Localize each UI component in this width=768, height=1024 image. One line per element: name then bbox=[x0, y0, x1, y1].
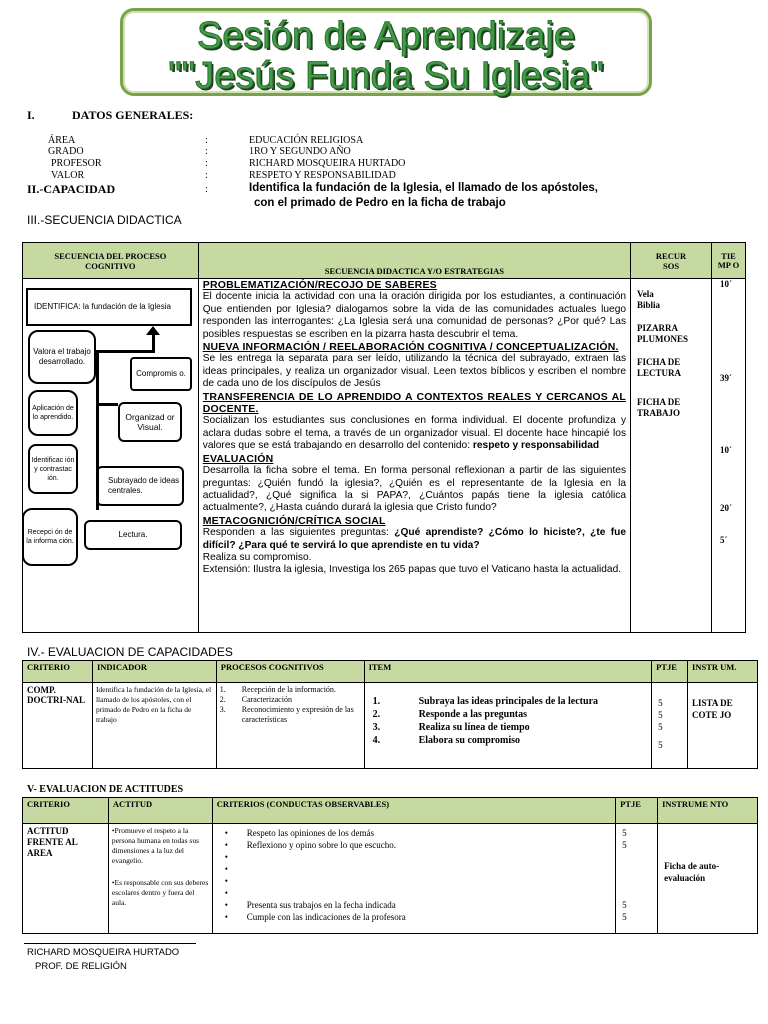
diagram-lectura-box: Lectura. bbox=[84, 520, 182, 550]
datos-label-valor: VALOR bbox=[51, 170, 85, 181]
item-num: 1. bbox=[372, 696, 381, 707]
actitud-text: •Promueve el respeto a la persona humana en todas sus dimensiones a la luz del evangelio. bbox=[111, 826, 199, 865]
block-bold: ¿Qué aprendiste? ¿Cómo lo hiciste?, ¿te fue difícil? ¿Para qué te servirá lo que aprendiste en tu vida? bbox=[202, 527, 627, 551]
eval-act-heading: V- EVALUACION DE ACTITUDES bbox=[27, 784, 184, 795]
eval-act-conductas bbox=[212, 824, 615, 934]
section-datos-heading: DATOS GENERALES: bbox=[72, 108, 194, 122]
bullet-icon: • bbox=[224, 900, 228, 910]
bullet-icon: • bbox=[224, 840, 228, 850]
ptje-value: 5 bbox=[658, 698, 663, 708]
bullet-icon: • bbox=[224, 852, 228, 862]
bullet-icon: • bbox=[224, 876, 228, 886]
ptje-value: 5 bbox=[622, 912, 627, 922]
proceso-num: 1. bbox=[219, 685, 226, 694]
capacidad-label: II.-CAPACIDAD bbox=[27, 182, 116, 196]
eval-act-actitud bbox=[108, 824, 212, 934]
item-text: Realiza su línea de tiempo bbox=[418, 722, 530, 733]
recurso: Vela bbox=[637, 289, 654, 299]
proceso-text: Reconocimiento y expresión de las características bbox=[241, 705, 354, 724]
item-num: 4. bbox=[372, 735, 381, 746]
bullet-icon: • bbox=[224, 828, 228, 838]
bullet-icon: • bbox=[224, 912, 228, 922]
datos-label-profesor: PROFESOR bbox=[51, 158, 102, 169]
secuencia-col3-header: RECUR SOS bbox=[631, 243, 712, 279]
actitud-text: •Es responsable con sus deberes escolares dentro y fuera del aula. bbox=[111, 878, 209, 907]
block-text: Responden a las siguientes preguntas: bbox=[202, 527, 389, 539]
recurso: Biblia bbox=[637, 300, 661, 310]
conducta-text: Respeto las opiniones de los demás bbox=[246, 828, 375, 838]
block-text: Desarrolla la ficha sobre el tema. En forma personal reflexionan a partir de las siguientes preguntas: ¿Quién fundó la iglesia?, ¿Quién es el representante de la Iglesia en la actualidad?, ¿Qué significa la si PAPA?, ¿Cuántos papás tiene la iglesia católica actualmente?, ¿Hasta cuándo durará la iglesia que Cristo fundo? bbox=[202, 465, 627, 514]
eval-cap-header: INDICADOR bbox=[92, 661, 216, 683]
signature-line bbox=[24, 943, 196, 944]
block-title: TRANSFERENCIA DE LO APRENDIDO A CONTEXTOS REALES Y CERCANOS AL DOCENTE. bbox=[202, 390, 627, 416]
datos-label-area: ÁREA bbox=[48, 135, 76, 146]
block-text: Se les entrega la separata para ser leído, utilizando la técnica del subrayado, extraen las ideas principales, y realiza un organizador visual. Leen textos bíblicos y escriben el nombre de cada uno de los discípulos de Jesús bbox=[202, 353, 627, 390]
tiempos-cell bbox=[712, 279, 746, 633]
estrategias-cell bbox=[198, 279, 630, 633]
recurso: PLUMONES bbox=[637, 334, 689, 344]
block-title: METACOGNICIÓN/CRÍTICA SOCIAL bbox=[202, 514, 386, 527]
datos-sep: : bbox=[205, 158, 208, 169]
title-line-1: Sesión de Aprendizaje bbox=[196, 15, 576, 57]
bullet-icon: • bbox=[224, 864, 228, 874]
diagram-recepcion-box: Recepci ón de la informa ción. bbox=[22, 508, 78, 566]
signature-name: RICHARD MOSQUEIRA HURTADO bbox=[27, 947, 180, 958]
ptje-value: 5 bbox=[658, 722, 663, 732]
eval-act-table bbox=[22, 797, 758, 934]
block-title: EVALUACIÓN bbox=[202, 452, 274, 465]
eval-act-header: INSTRUME NTO bbox=[658, 798, 758, 824]
eval-act-header: CRITERIO bbox=[23, 798, 109, 824]
datos-label-grado: GRADO bbox=[48, 146, 84, 157]
ptje-value: 5 bbox=[658, 710, 663, 720]
diagram-main-box: IDENTIFICA: la fundación de la Iglesia bbox=[26, 288, 192, 326]
recurso: PIZARRA bbox=[637, 323, 679, 333]
eval-act-header: ACTITUD bbox=[108, 798, 212, 824]
capacidad-line-2: con el primado de Pedro en la ficha de trabajo bbox=[254, 197, 506, 209]
eval-cap-instrumento: LISTA DE COTE JO bbox=[688, 683, 758, 769]
title-line-2: ""Jesús Funda Su Iglesia" bbox=[168, 55, 604, 97]
eval-act-header: PTJE bbox=[616, 798, 658, 824]
datos-value-profesor: RICHARD MOSQUEIRA HURTADO bbox=[249, 158, 406, 169]
block-text: Extensión: Ilustra la iglesia, Investiga los 265 papas que tuvo el Vaticano hasta la actualidad. bbox=[202, 564, 622, 576]
conducta-text: Presenta sus trabajos en la fecha indicada bbox=[246, 900, 396, 910]
eval-act-instrumento: Ficha de auto-evaluación bbox=[658, 824, 758, 934]
diagram-subrayado-box: Subrayado de ideas centrales. bbox=[96, 466, 184, 506]
secuencia-col2-header: SECUENCIA DIDACTICA Y/O ESTRATEGIAS bbox=[198, 243, 630, 279]
secuencia-heading: III.-SECUENCIA DIDACTICA bbox=[27, 213, 182, 227]
block-text: Realiza su compromiso. bbox=[202, 551, 312, 563]
diagram-identificacion-box: Identificac ión y contrastac ión. bbox=[28, 444, 78, 494]
proceso-num: 2. bbox=[219, 695, 226, 704]
datos-sep: : bbox=[205, 146, 208, 157]
datos-sep: : bbox=[205, 170, 208, 181]
eval-cap-header: ITEM bbox=[364, 661, 652, 683]
block-text: Socializan los estudiantes sus conclusiones en forma individual. El docente profundiza y aclara dudas sobre el tema, a través de un organizador visual. El docente hace hincapié los valores que se está trabajando en desarrollo del contenido: bbox=[202, 415, 627, 452]
arrow-up-icon bbox=[146, 326, 160, 335]
tiempo: 39´ bbox=[720, 373, 732, 383]
eval-cap-items bbox=[364, 683, 652, 769]
datos-value-area: EDUCACIÓN RELIGIOSA bbox=[249, 135, 364, 146]
title-banner bbox=[120, 8, 652, 96]
capacidad-line-1: Identifica la fundación de la Iglesia, el llamado de los apóstoles, bbox=[249, 182, 598, 194]
tiempo: 20´ bbox=[720, 503, 732, 513]
eval-cap-header: CRITERIO bbox=[23, 661, 93, 683]
connector-line bbox=[96, 403, 118, 406]
proceso-text: Recepción de la información. bbox=[241, 685, 336, 694]
block-title: PROBLEMATIZACIÓN/RECOJO DE SABERES bbox=[202, 279, 437, 291]
connector-line bbox=[96, 350, 99, 510]
block-text: El docente inicia la actividad con una la oración dirigida por los estudiantes, a continuación Que entienden por Iglesia? dialogamos sobre la vida de las comunidades actuales luego responden las interrogantes: ¿La Iglesia será una comunidad de personas? ¿Por qué? Las posibles respuestas se escriben en la pizarra hasta descubrir el tema. bbox=[202, 291, 627, 340]
ptje-value: 5 bbox=[622, 840, 627, 850]
item-text: Subraya las ideas principales de la lectura bbox=[418, 696, 599, 707]
eval-cap-header: INSTR UM. bbox=[688, 661, 758, 683]
block-bold: respeto y responsabilidad bbox=[472, 440, 600, 452]
eval-cap-header: PROCESOS COGNITIVOS bbox=[216, 661, 364, 683]
recursos-cell bbox=[631, 279, 712, 633]
recurso: TRABAJO bbox=[637, 408, 681, 418]
item-text: Elabora su compromiso bbox=[418, 735, 521, 746]
eval-cap-heading: IV.- EVALUACION DE CAPACIDADES bbox=[27, 645, 233, 659]
ptje-value: 5 bbox=[622, 900, 627, 910]
eval-act-criterio: ACTITUD FRENTE AL AREA bbox=[23, 824, 109, 934]
eval-cap-procesos bbox=[216, 683, 364, 769]
eval-act-header: CRITERIOS (CONDUCTAS OBSERVABLES) bbox=[212, 798, 615, 824]
bullet-icon: • bbox=[224, 888, 228, 898]
proceso-text: Caracterización bbox=[241, 695, 292, 704]
datos-value-grado: 1RO Y SEGUNDO AÑO bbox=[249, 146, 351, 157]
diagram-aplicacion-box: Aplicación de lo aprendido. bbox=[28, 390, 78, 436]
item-num: 3. bbox=[372, 722, 381, 733]
eval-cap-criterio: COMP. DOCTRI-NAL bbox=[23, 683, 93, 769]
recurso: LECTURA bbox=[637, 368, 682, 378]
item-num: 2. bbox=[372, 709, 381, 720]
recurso: FICHA DE bbox=[637, 357, 681, 367]
diagram-valora-box: Valora el trabajo desarrollado. bbox=[28, 330, 96, 384]
proceso-num: 3. bbox=[219, 705, 226, 714]
eval-act-ptje bbox=[616, 824, 658, 934]
conducta-text: Cumple con las indicaciones de la profesora bbox=[246, 912, 406, 922]
datos-sep: : bbox=[205, 135, 208, 146]
item-text: Responde a las preguntas bbox=[418, 709, 528, 720]
diagram-compromiso-box: Compromis o. bbox=[130, 357, 192, 391]
ptje-value: 5 bbox=[658, 740, 663, 750]
datos-sep: : bbox=[205, 184, 208, 195]
tiempo: 10´ bbox=[720, 445, 732, 455]
ptje-value: 5 bbox=[622, 828, 627, 838]
eval-cap-table bbox=[22, 660, 758, 769]
secuencia-col1-header: SECUENCIA DEL PROCESO COGNITIVO bbox=[23, 243, 199, 279]
recurso: FICHA DE bbox=[637, 397, 681, 407]
section-num: I. bbox=[27, 108, 35, 122]
tiempo: 10´ bbox=[720, 279, 732, 289]
block-title: NUEVA INFORMACIÓN / REELABORACIÓN COGNITIVA / CONCEPTUALIZACIÓN. bbox=[202, 341, 619, 354]
signature-role: PROF. DE RELIGIÓN bbox=[35, 961, 127, 972]
datos-value-valor: RESPETO Y RESPONSABILIDAD bbox=[249, 170, 396, 181]
eval-cap-header: PTJE bbox=[652, 661, 688, 683]
connector-line bbox=[96, 350, 155, 353]
diagram-organizador-box: Organizad or Visual. bbox=[118, 402, 182, 442]
tiempo: 5´ bbox=[720, 535, 728, 545]
eval-cap-ptje bbox=[652, 683, 688, 769]
eval-cap-indicador: Identifica la fundación de la Iglesia, el llamado de los apóstoles, con el primado de Pedro en la ficha de trabajo bbox=[92, 683, 216, 769]
conducta-text: Reflexiono y opino sobre lo que escucho. bbox=[246, 840, 397, 850]
secuencia-col4-header: TIE MP O bbox=[712, 243, 746, 279]
